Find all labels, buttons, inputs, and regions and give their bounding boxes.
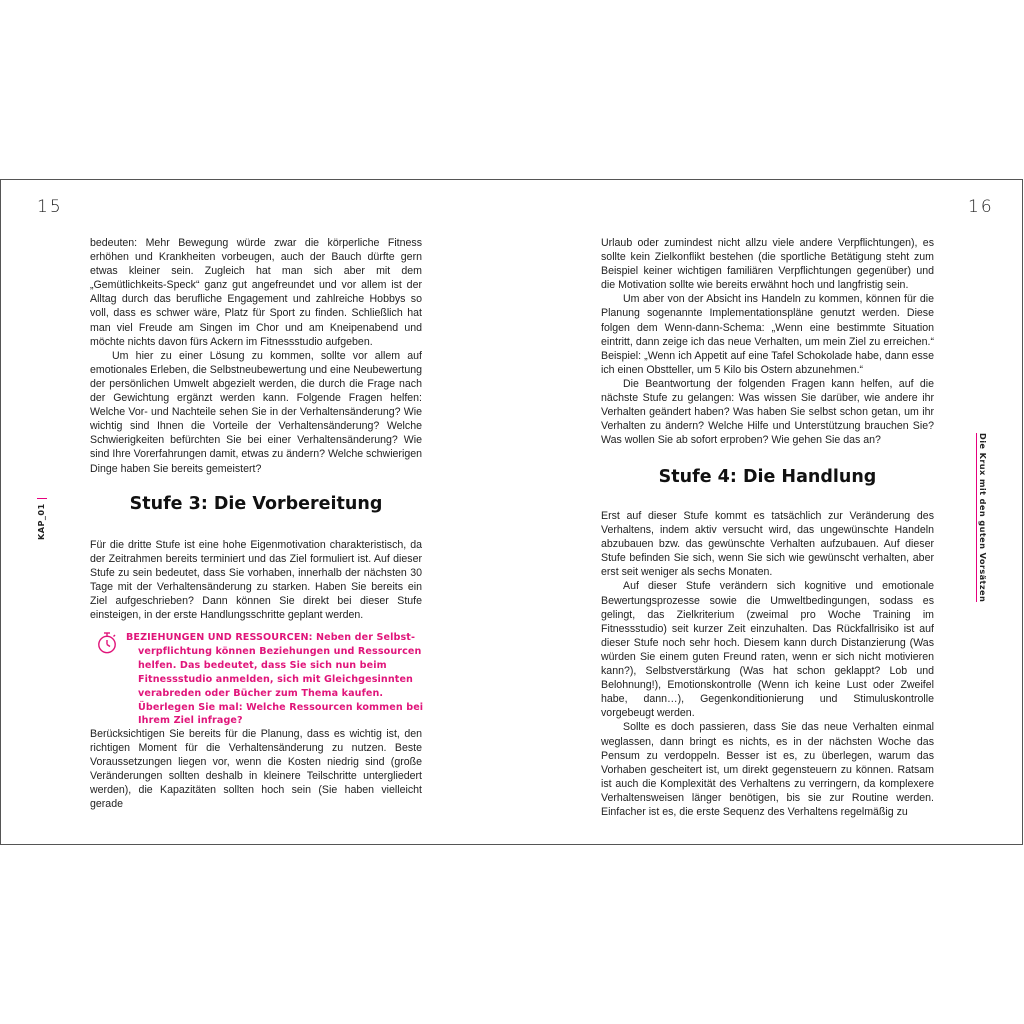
left-column-mid	[90, 538, 422, 623]
paragraph: Auf dieser Stufe verändern sich kognitive und emotionale Bewertungsprozesse sowie die Umweltbedingungen, sodass es gelingt, das Zielkriterium (zweimal pro Woche Training im Fitnessstudio) seit kurzer Zeit einzuhalten. Das Rückfallrisiko ist auf dieser Stufe noch sehr hoch. Diesem kann durch Distanzierung (Was würden Sie einem guten Freund raten, wenn er sich nicht motivieren kann?), Selbstverstärkung (Was hat schon geklappt? Lob und Belohnung!), Emotionskontrolle (Wenn ich keine Lust oder Zweifel habe, dann…), Gegenkonditionierung und Stimuluskontrolle vorgebeugt werden.	[601, 580, 934, 720]
stopwatch-icon	[96, 631, 118, 655]
page-number-right: 16	[968, 197, 994, 217]
callout-body: verpflichtung können Beziehungen und Ressourcen helfen. Das bedeutet, dass Sie sich nun beim Fitnessstudio anmelden, sich mit Gleichgesinnten verabreden oder Bücher zum Thema kaufen. Überlegen Sie mal: Welche Ressourcen kommen bei Ihrem Ziel infrage?	[138, 645, 424, 727]
page-number-left: 15	[37, 197, 63, 217]
right-column-top	[601, 236, 934, 447]
paragraph: Urlaub oder zumindest nicht allzu viele andere Verpflichtungen), es sollte kein Zielkonflikt bestehen (die sportliche Betätigung steht zum Beispiel keiner wichtigen familiären Verpflichtungen gegenüber) und die Motivation sollte wie bereits erwähnt hoch und langfristig sein.	[601, 237, 934, 292]
paragraph: bedeuten: Mehr Bewegung würde zwar die körperliche Fitness erhöhen und Krankheiten vorbeugen, auch der Bauch dürfte gern etwas kleiner sein. Zugleich hat man sich aber mit dem „Gemütlichkeits-Speck“ ganz gut angefreundet und vor allem ist der Alltag durch das berufliche Engagement und zahlreiche Hobbys so voll, dass es schwer wäre, Platz für Sport zu finden. Schließlich hat man viel Freude am Singen im Chor und am Kneipenabend und möchte nichts davon fürs Ackern im Fitnessstudio aufgeben.	[90, 237, 422, 348]
chapter-label-text: KAP_01	[36, 503, 46, 540]
paragraph: Für die dritte Stufe ist eine hohe Eigenmotivation charakteristisch, da der Zeitrahmen bereits terminiert und das Ziel formuliert ist. Auf dieser Stufe zu sein bedeutet, dass Sie vorhaben, innerhalb der nächsten 30 Tage mit der Verhaltensänderung zu starken. Haben Sie bereits ein Ziel aufgeschrieben? Dann können Sie direkt bei dieser Stufe einsteigen, in der erste Handlungsschritte geplant werden.	[90, 539, 422, 622]
callout-first-line: BEZIEHUNGEN UND RESSOURCEN: Neben der Selbst-	[126, 632, 416, 643]
left-heading-wrap	[90, 494, 422, 514]
section-heading: Stufe 3: Die Vorbereitung	[129, 494, 383, 514]
left-column-bottom	[90, 727, 422, 812]
left-column-top	[90, 236, 422, 476]
paragraph: Um aber von der Absicht ins Handeln zu kommen, können für die Planung sogenannte Implementationspläne genutzt werden. Diese folgen dem Wenn-dann-Schema: „Wenn eine bestimmte Situation eintritt, dann zeige ich das neue Verhalten, um mein Ziel zu erreichen.“ Beispiel: „Wenn ich Appetit auf eine Tafel Schokolade habe, dann esse ich einen Obstteller, um 5 Kilo bis Ostern abzunehmen.“	[601, 293, 934, 376]
right-column-bottom	[601, 509, 934, 819]
tip-callout	[126, 631, 426, 728]
section-heading: Stufe 4: Die Handlung	[658, 467, 877, 487]
running-title: Die Krux mit den guten Vorsätzen	[978, 433, 988, 603]
paragraph: Sollte es doch passieren, dass Sie das neue Verhalten einmal weglassen, dann bringt es nichts, es in der nächsten Woche das Pensum zu verdoppeln. Besser ist es, zu überlegen, warum das Vorhaben gescheitert ist, um direkt gegensteuern zu können. Ratsam ist auch die Komplexität des Verhaltens zu verringern, da komplexere Verhaltensweisen länger benötigen, bis sie zur Routine werden. Einfacher ist es, die erste Sequenz des Verhaltens regelmäßig zu	[601, 721, 934, 818]
right-heading-wrap	[601, 467, 934, 487]
paragraph: Die Beantwortung der folgenden Fragen kann helfen, auf die nächste Stufe zu gelangen: Was wissen Sie darüber, wie andere ihr Verhalten geändert haben? Was haben Sie selbst schon getan, um ihr Verhalten zu ändern? Welche Hilfe und Unterstützung brauchen Sie? Was wollen Sie ab sofort erproben? Wie gehen Sie das an?	[601, 377, 934, 447]
chapter-label-bar	[37, 498, 47, 500]
chapter-label	[36, 498, 47, 540]
paragraph: Berücksichtigen Sie bereits für die Planung, dass es wichtig ist, den richtigen Moment für die Verhaltensänderung zu nutzen. Beste Voraussetzungen liegen vor, wenn die Kosten niedrig sind (große Veränderungen sollten deshalb in kleinere Teilschritte untergliedert werden), die Kapazitäten sollten hoch sein (Sie haben vielleicht gerade	[90, 728, 422, 811]
paragraph: Um hier zu einer Lösung zu kommen, sollte vor allem auf emotionales Erleben, die Selbstneubewertung und eine Neubewertung der persönlichen Umwelt abgezielt werden, die durch die Frage nach der Gewichtung ergänzt werden kann. Folgende Fragen helfen: Welche Vor- und Nachteile sehen Sie in der Verhaltensänderung? Wie wichtig sind Ihnen die Vorteile der Verhaltensänderung? Welche Schwierigkeiten befürchten Sie bei einer Verhaltensänderung? Wie sind Ihre Vorerfahrungen damit, etwas zu ändern? Welche schwierigen Dinge haben Sie bereits gemeistert?	[90, 349, 422, 475]
paragraph: Erst auf dieser Stufe kommt es tatsächlich zur Veränderung des Verhaltens, indem aktiv versucht wird, das ungewünschte Handeln abzubauen bzw. das gewünschte Verhalten aufzubauen. Auf dieser Stufe befinden Sie sich, wenn Sie sich wie gewünscht verhalten, aber erst seit weniger als sechs Monaten.	[601, 510, 934, 579]
